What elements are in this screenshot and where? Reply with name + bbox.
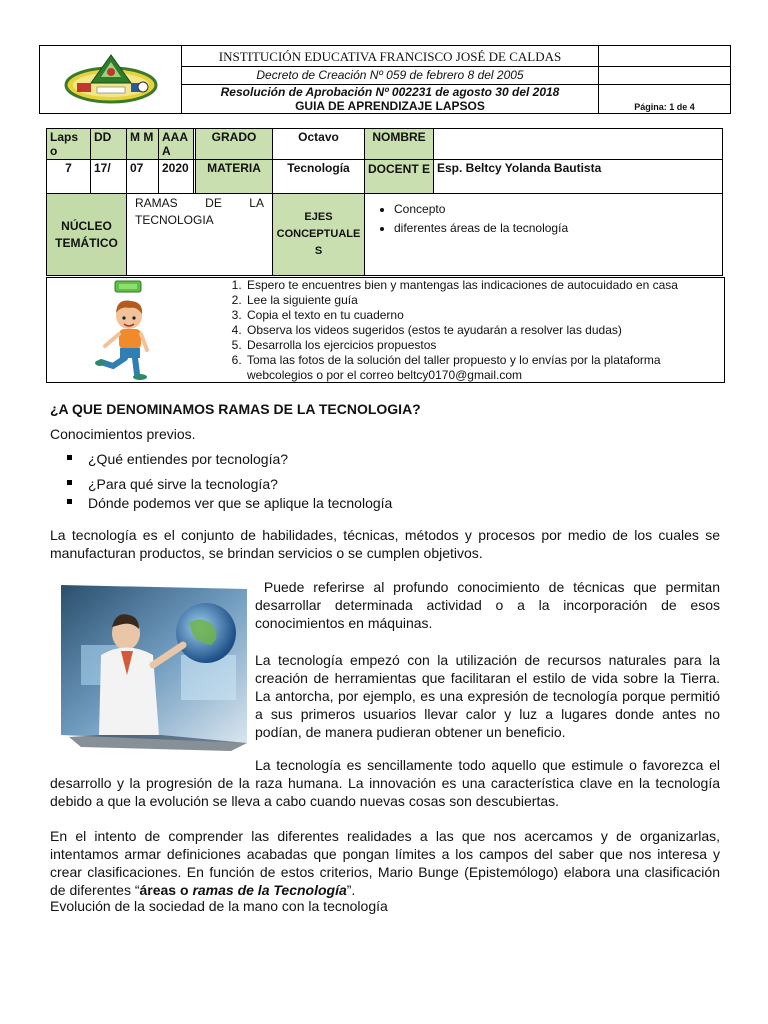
page-number: Página: 1 de 4 <box>599 85 731 114</box>
info-table <box>46 128 723 276</box>
section-question-heading: ¿A QUE DENOMINAMOS RAMAS DE LA TECNOLOGIA? <box>50 401 421 417</box>
dd-label: DD <box>91 129 127 160</box>
guide-title: GUIA DE APRENDIZAJE LAPSOS <box>295 99 485 113</box>
materia-label: MATERIA <box>196 160 273 194</box>
technology-scientist-image <box>61 585 247 753</box>
instructions-box <box>46 277 725 383</box>
nombre-label: NOMBRE <box>365 129 434 160</box>
instructions-list <box>225 278 725 383</box>
instruction-item: 2. Lee la siguiente guía <box>245 293 725 308</box>
ejes-list-cell <box>365 194 723 276</box>
square-bullet-icon <box>67 499 72 504</box>
decree-text: Decreto de Creación Nº 059 de febrero 8 del 2005 <box>182 67 599 85</box>
square-bullet-icon <box>67 455 72 460</box>
resolution-text: Resolución de Aprobación Nº 002231 de agosto 30 del 2018 <box>220 85 560 99</box>
paragraph-knowledge: Puede referirse al profundo conocimiento de técnicas que permitan desarrollar determinada actividad o a la incorporación de esos conocimientos en máquinas. <box>255 579 721 631</box>
materia-value: Tecnología <box>273 160 365 194</box>
aaaa-value: 2020 <box>159 160 194 194</box>
school-logo <box>61 49 161 105</box>
dd-value: 17/ <box>91 160 127 194</box>
header-empty-cell-2 <box>599 67 731 85</box>
header-empty-cell-1 <box>599 46 731 67</box>
nombre-value <box>434 129 723 160</box>
instruction-item: 5. Desarrolla los ejercicios propuestos <box>245 338 725 353</box>
institution-name: INSTITUCIÓN EDUCATIVA FRANCISCO JOSÉ DE CALDAS <box>182 46 599 67</box>
mm-label: M M <box>127 129 159 160</box>
school-logo-cell <box>40 46 182 114</box>
prior-question: ¿Para qué sirve la tecnología? <box>63 475 463 494</box>
header-table <box>39 45 731 114</box>
lapso-label: Laps o <box>47 129 91 160</box>
ejes-item: • diferentes áreas de la tecnología <box>394 219 719 238</box>
paragraph-evolution: Evolución de la sociedad de la mano con la tecnología <box>50 898 388 914</box>
prior-question: Dónde podemos ver que se aplique la tecnología <box>63 494 463 513</box>
lapso-value: 7 <box>47 160 91 194</box>
grado-label: GRADO <box>196 129 273 160</box>
instruction-item: 1. Espero te encuentres bien y mantengas las indicaciones de autocuidado en casa <box>245 278 725 293</box>
aaaa-label: AAA A <box>159 129 194 160</box>
docente-value: Esp. Beltcy Yolanda Bautista <box>434 160 723 194</box>
prior-question: ¿Qué entiendes por tecnología? <box>63 450 463 469</box>
prior-knowledge-list <box>63 450 463 513</box>
prior-knowledge-label: Conocimientos previos. <box>50 426 196 442</box>
instruction-item: 6. Toma las fotos de la solución del taller propuesto y lo envías por la plataforma webcolegios o por el correo beltcy0170@gmail.com <box>245 353 725 383</box>
paragraph-progress: La tecnología es sencillamente todo aquello que estimule o favorezca el desarrollo y la progresión de la raza humana. La innovación es una característica clave en la tecnología debido a que la evolución se lleva a cabo cuando nuevas cosas son descubiertas. <box>50 757 720 809</box>
resolution-and-guide <box>182 85 599 114</box>
nucleo-label: NÚCLEO TEMÁTICO <box>47 194 127 276</box>
running-boy-illustration <box>93 280 151 380</box>
ejes-item: • Concepto <box>394 200 719 219</box>
paragraph-classification: En el intento de comprender las diferentes realidades a las que nos acercamos y de organizarlas, intentamos armar definiciones acabadas que pongan límites a los campos del saber que nos interesa y crear clasificaciones. En función de estos criterios, Mario Bunge (Epistemólogo) elabora una clasificación de diferentes “áreas o ramas de la Tecnología”. <box>50 828 720 898</box>
paragraph-history: La tecnología empezó con la utilización de recursos naturales para la creación de herramientas que facilitaran el estilo de vida sobre la Tierra. La antorcha, por ejemplo, es una expresión de tecnología porque permitió a sus primeros usuarios llevar calor y luz a lugares donde antes no podían, de manera pudieran obtener un beneficio. <box>255 652 720 740</box>
paragraph-definition: La tecnología es el conjunto de habilidades, técnicas, métodos y procesos por medio de los cuales se manufacturan productos, se brindan servicios o se cumplen objetivos. <box>50 527 720 561</box>
nucleo-value: RAMAS DE LA TECNOLOGIA <box>127 194 273 276</box>
docente-label: DOCENT E <box>365 160 434 194</box>
instruction-item: 4. Observa los videos sugeridos (estos te ayudarán a resolver las dudas) <box>245 323 725 338</box>
square-bullet-icon <box>67 480 72 485</box>
instruction-item: 3. Copia el texto en tu cuaderno <box>245 308 725 323</box>
grado-value: Octavo <box>273 129 365 160</box>
ejes-list <box>368 200 719 238</box>
ejes-label: EJES CONCEPTUALE S <box>273 194 365 276</box>
mm-value: 07 <box>127 160 159 194</box>
